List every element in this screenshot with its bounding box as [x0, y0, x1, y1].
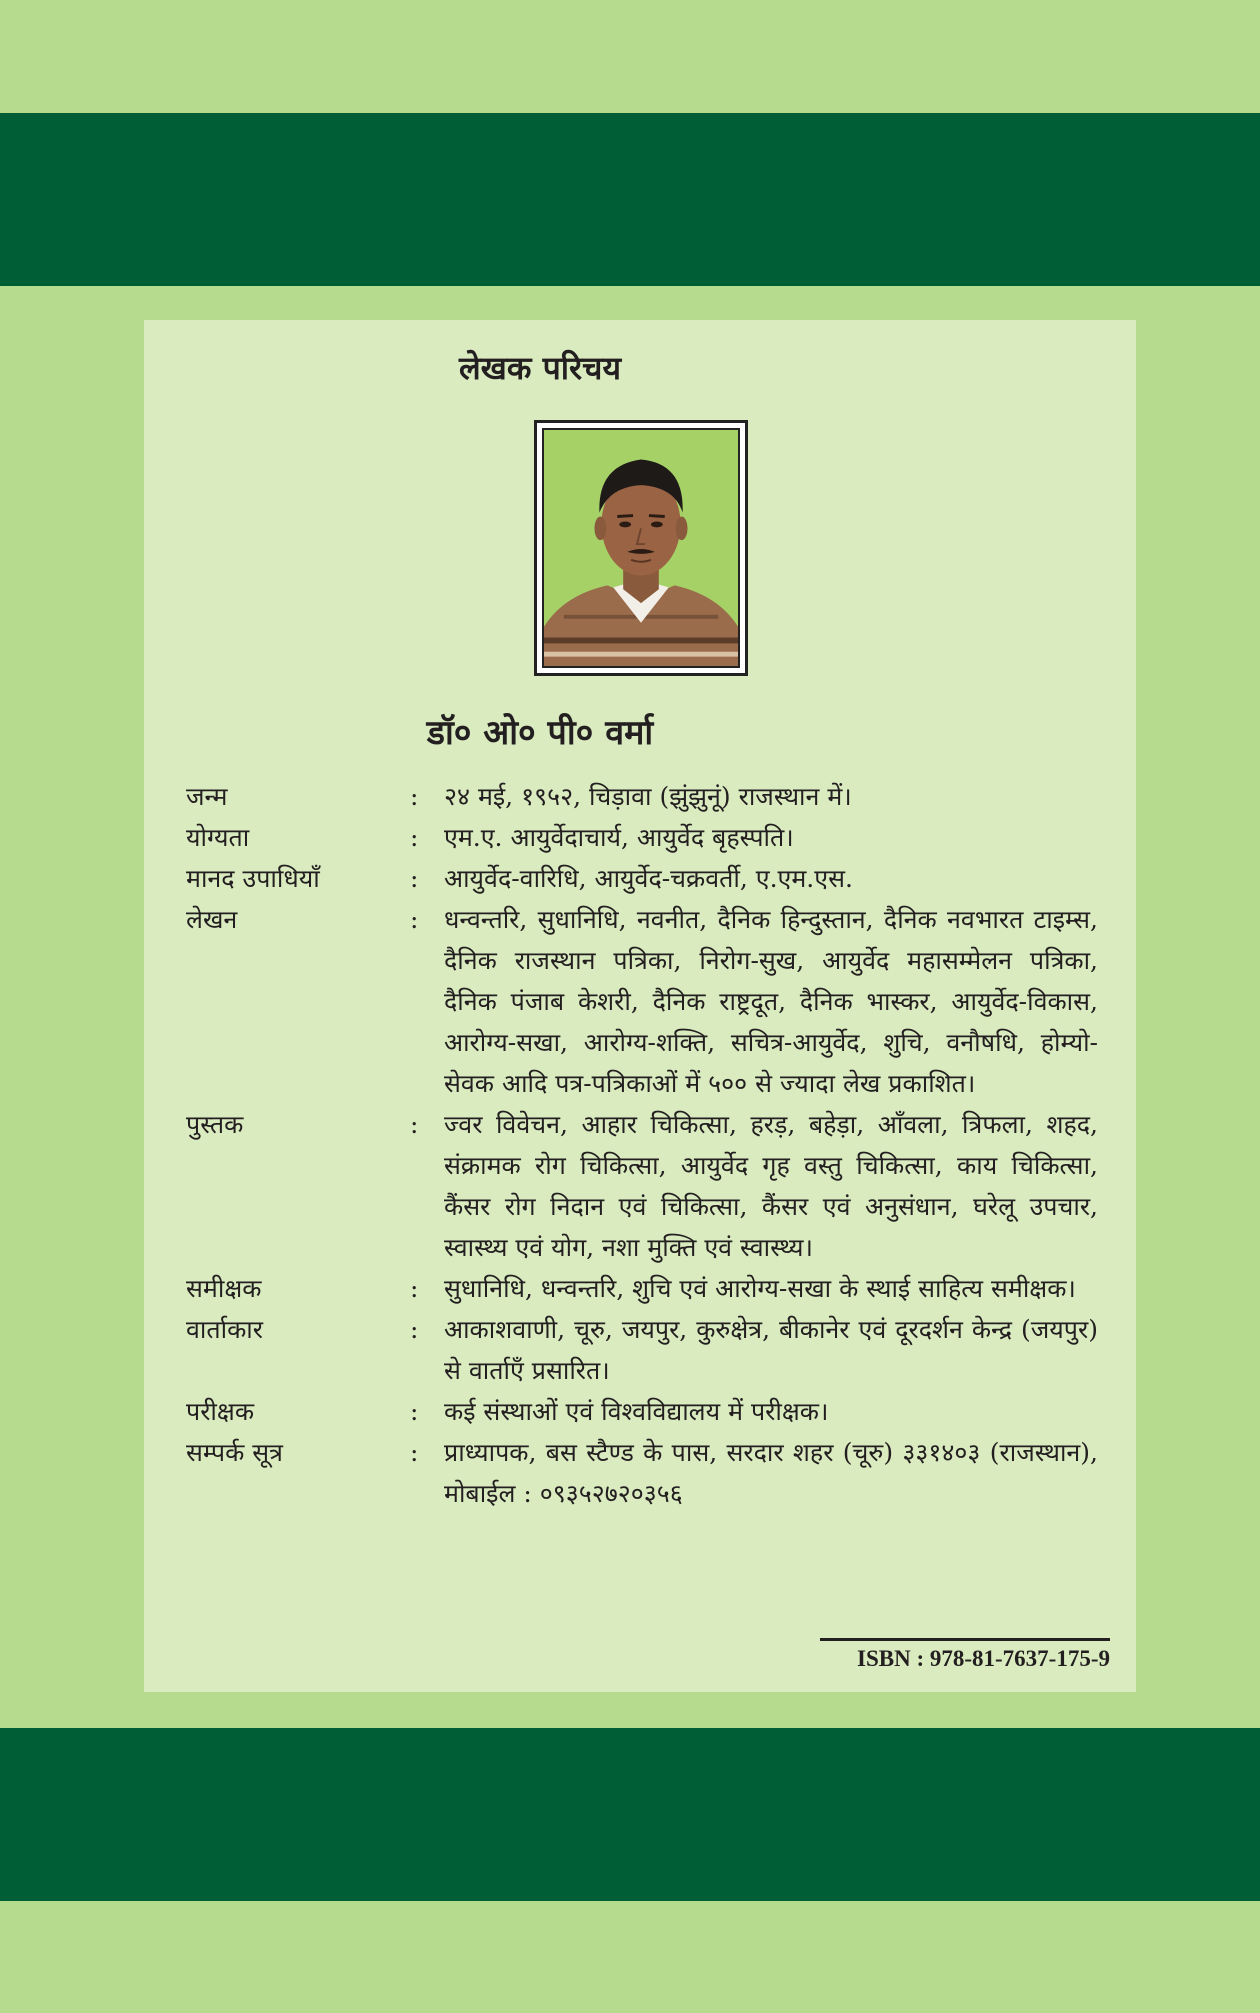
detail-value: आयुर्वेद-वारिधि, आयुर्वेद-चक्रवर्ती, ए.एम.एस. [444, 864, 853, 893]
detail-value: सुधानिधि, धन्वन्तरि, शुचि एवं आरोग्य-सखा के स्थाई साहित्य समीक्षक। [444, 1274, 1076, 1303]
detail-row-reviewer [186, 1268, 1098, 1309]
bottom-green-band [0, 1728, 1260, 1901]
detail-colon: : [410, 1315, 419, 1344]
detail-label: सम्पर्क सूत्र [186, 1438, 283, 1467]
detail-colon: : [410, 905, 419, 934]
isbn-number: ISBN : 978-81-7637-175-9 [857, 1646, 1110, 1671]
author-photo-frame [534, 420, 748, 676]
detail-label: लेखन [186, 905, 238, 934]
detail-row-qualification [186, 817, 1098, 858]
detail-colon: : [410, 782, 419, 811]
detail-value: आकाशवाणी, चूरु, जयपुर, कुरुक्षेत्र, बीकानेर एवं दूरदर्शन केन्द्र (जयपुर) से वार्ताएँ प्रसारित। [444, 1315, 1098, 1385]
detail-value: ज्वर विवेचन, आहार चिकित्सा, हरड़, बहेड़ा, आँवला, त्रिफला, शहद, संक्रामक रोग चिकित्सा, आयुर्वेद गृह वस्तु चिकित्सा, काय चिकित्सा, कैंसर रोग निदान एवं चिकित्सा, कैंसर एवं अनुसंधान, घरेलू उपचार, स्वास्थ्य एवं योग, नशा मुक्ति एवं स्वास्थ्य। [444, 1110, 1098, 1262]
author-portrait-icon [542, 428, 740, 668]
detail-row-examiner [186, 1391, 1098, 1432]
author-intro-panel [144, 320, 1136, 1692]
detail-value: एम.ए. आयुर्वेदाचार्य, आयुर्वेद बृहस्पति। [444, 823, 794, 852]
detail-value: कई संस्थाओं एवं विश्वविद्यालय में परीक्षक। [444, 1397, 829, 1426]
isbn-rule [820, 1638, 1110, 1641]
detail-label: मानद उपाधियाँ [186, 864, 320, 893]
detail-colon: : [410, 1397, 419, 1426]
detail-colon: : [410, 1438, 419, 1467]
detail-label: वार्ताकार [186, 1315, 264, 1344]
detail-row-contact [186, 1432, 1098, 1514]
detail-value: धन्वन्तरि, सुधानिधि, नवनीत, दैनिक हिन्दुस्तान, दैनिक नवभारत टाइम्स, दैनिक राजस्थान पत्रिका, निरोग-सुख, आयुर्वेद महासम्मेलन पत्रिका, दैनिक पंजाब केशरी, दैनिक राष्ट्रदूत, दैनिक भास्कर, आयुर्वेद-विकास, आरोग्य-सखा, आरोग्य-शक्ति, सचित्र-आयुर्वेद, शुचि, वनौषधि, होम्यो-सेवक आदि पत्र-पत्रिकाओं में ५०० से ज्यादा लेख प्रकाशित। [444, 905, 1098, 1098]
detail-colon: : [410, 864, 419, 893]
detail-row-honorary-titles [186, 858, 1098, 899]
detail-row-writing [186, 899, 1098, 1104]
detail-label: परीक्षक [186, 1397, 255, 1426]
detail-label: योग्यता [186, 823, 250, 852]
detail-label: पुस्तक [186, 1110, 244, 1139]
detail-row-birth [186, 776, 1098, 817]
detail-row-speaker [186, 1309, 1098, 1391]
detail-colon: : [410, 1110, 419, 1139]
detail-colon: : [410, 823, 419, 852]
detail-value: २४ मई, १९५२, चिड़ावा (झुंझुनूं) राजस्थान में। [444, 782, 852, 811]
detail-label: जन्म [186, 782, 228, 811]
detail-row-books [186, 1104, 1098, 1268]
detail-label: समीक्षक [186, 1274, 262, 1303]
author-details-list [186, 776, 1098, 1514]
author-name: डॉ० ओ० पी० वर्मा [426, 713, 654, 753]
top-green-band [0, 113, 1260, 286]
detail-value: प्राध्यापक, बस स्टैण्ड के पास, सरदार शहर (चूरु) ३३१४०३ (राजस्थान), मोबाईल : ०९३५२७२०३५६ [444, 1438, 1098, 1508]
detail-colon: : [410, 1274, 419, 1303]
section-heading: लेखक परिचय [458, 349, 622, 387]
